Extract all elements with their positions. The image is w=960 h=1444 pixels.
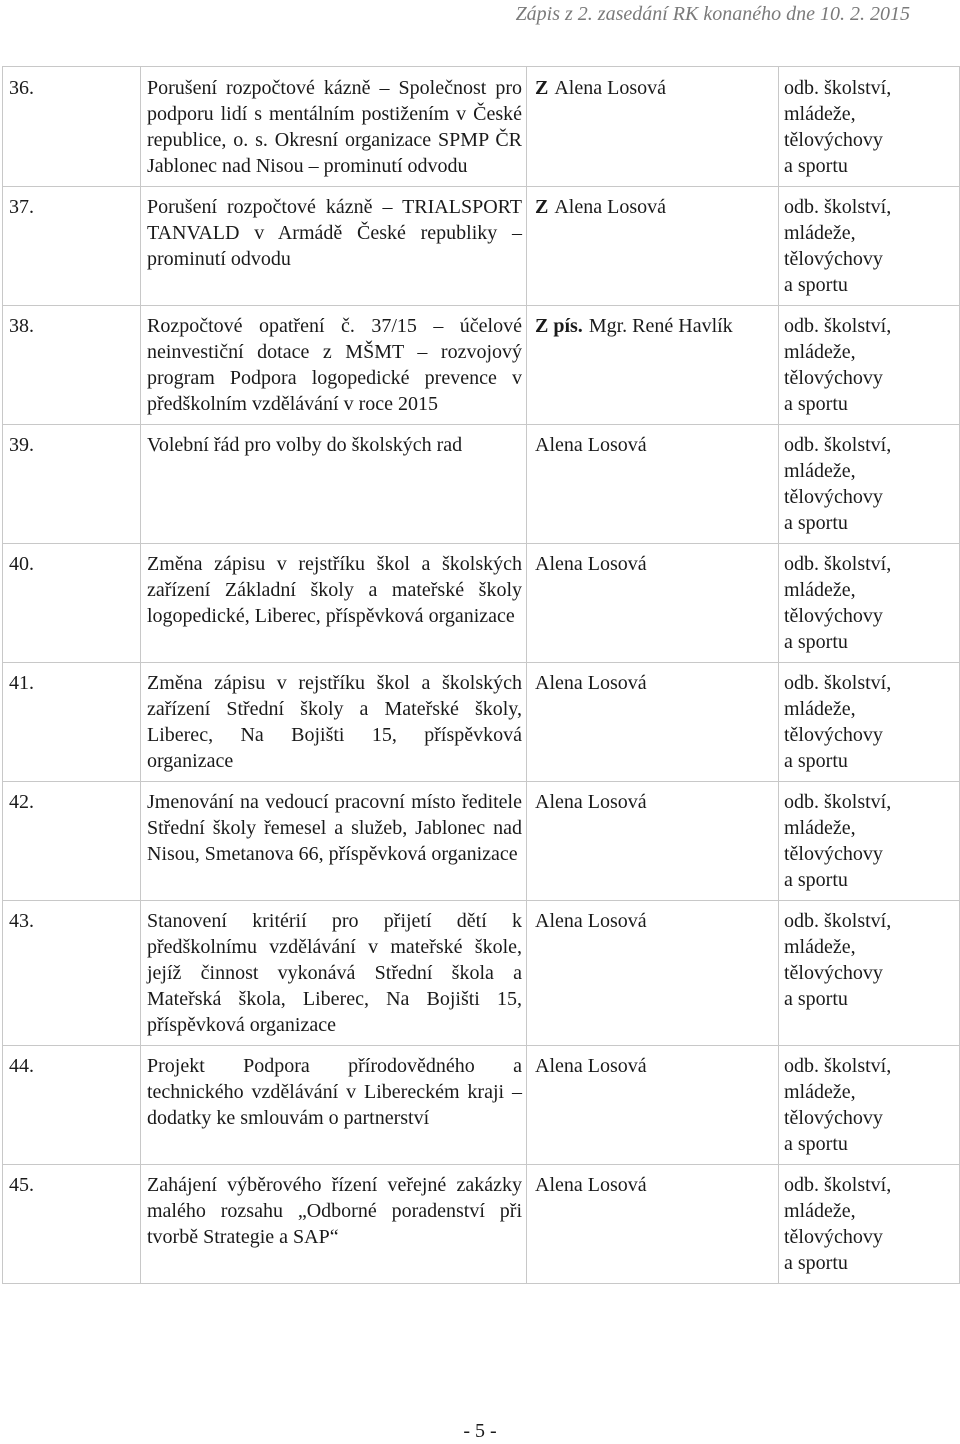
item-responsible [527,1046,779,1165]
department-line: odb. školství, [784,196,892,218]
department-line: a sportu [784,512,848,534]
department-line: odb. školství, [784,910,892,932]
table-row [3,782,960,901]
table-row [3,187,960,306]
department-line: mládeže, [784,698,856,720]
responsible-name: Alena Losová [535,1055,647,1077]
department-line: mládeže, [784,341,856,363]
item-title: Jmenování na vedoucí pracovní místo ředitele Střední školy řemesel a služeb, Jablonec nad Nisou, Smetanova 66, příspěvková organizace [141,782,527,901]
department-line: odb. školství, [784,1174,892,1196]
item-title: Projekt Podpora přírodovědného a technického vzdělávání v Libereckém kraji – dodatky ke smlouvám o partnerství [141,1046,527,1165]
department-line: mládeže, [784,936,856,958]
department-line: odb. školství, [784,1055,892,1077]
table-row [3,1046,960,1165]
responsible-name: Alena Losová [535,791,647,813]
department-line: tělovýchovy [784,1107,883,1129]
item-title: Zahájení výběrového řízení veřejné zakázky malého rozsahu „Odborné poradenství při tvorbě Strategie a SAP“ [141,1165,527,1284]
department-line: mládeže, [784,1200,856,1222]
department-line: mládeže, [784,460,856,482]
item-number: 36. [3,67,141,187]
department-line: a sportu [784,393,848,415]
item-title: Porušení rozpočtové kázně – Společnost pro podporu lidí s mentálním postižením v České republice, o. s. Okresní organizace SPMP ČR Jablonec nad Nisou – prominutí odvodu [141,67,527,187]
department-line: a sportu [784,988,848,1010]
department-line: a sportu [784,869,848,891]
department-line: odb. školství, [784,553,892,575]
item-title: Volební řád pro volby do školských rad [141,425,527,544]
item-responsible [527,663,779,782]
table-row [3,901,960,1046]
department-line: tělovýchovy [784,1226,883,1248]
procedure-mark: Z [535,196,549,218]
agenda-body [3,67,960,1284]
department-line: mládeže, [784,579,856,601]
item-department [779,1165,960,1284]
responsible-name: Alena Losová [535,910,647,932]
item-responsible [527,306,779,425]
responsible-name: Alena Losová [535,553,647,575]
item-responsible [527,782,779,901]
table-row [3,306,960,425]
department-line: tělovýchovy [784,605,883,627]
item-department [779,544,960,663]
table-row [3,425,960,544]
department-line: tělovýchovy [784,962,883,984]
department-line: a sportu [784,274,848,296]
department-line: a sportu [784,631,848,653]
department-line: tělovýchovy [784,843,883,865]
item-responsible [527,901,779,1046]
responsible-name: Alena Losová [535,434,647,456]
table-row [3,663,960,782]
page-header: Zápis z 2. zasedání RK konaného dne 10. 2. 2015 [515,3,910,25]
item-title: Porušení rozpočtové kázně – TRIALSPORT TANVALD v Armádě České republiky – prominutí odvodu [141,187,527,306]
department-line: odb. školství, [784,315,892,337]
responsible-name: Alena Losová [554,77,666,99]
item-title: Změna zápisu v rejstříku škol a školských zařízení Základní školy a mateřské školy logopedické, Liberec, příspěvková organizace [141,544,527,663]
item-department [779,1046,960,1165]
department-line: mládeže, [784,222,856,244]
item-title: Rozpočtové opatření č. 37/15 – účelové neinvestiční dotace z MŠMT – rozvojový program Podpora logopedické prevence v předškolním vzdělávání v roce 2015 [141,306,527,425]
responsible-name: Alena Losová [535,1174,647,1196]
responsible-name: Mgr. René Havlík [588,315,733,337]
item-number: 45. [3,1165,141,1284]
item-number: 37. [3,187,141,306]
item-responsible [527,425,779,544]
item-number: 39. [3,425,141,544]
table-row [3,67,960,187]
department-line: tělovýchovy [784,367,883,389]
department-line: tělovýchovy [784,129,883,151]
item-number: 44. [3,1046,141,1165]
department-line: a sportu [784,750,848,772]
item-responsible [527,67,779,187]
item-department [779,901,960,1046]
department-line: odb. školství, [784,77,892,99]
procedure-mark: Z pís. [535,315,583,337]
item-responsible [527,544,779,663]
responsible-name: Alena Losová [535,672,647,694]
item-title: Změna zápisu v rejstříku škol a školských zařízení Střední školy a Mateřské školy, Liberec, Na Bojišti 15, příspěvková organizace [141,663,527,782]
department-line: odb. školství, [784,434,892,456]
item-responsible [527,187,779,306]
agenda-table [2,66,960,1284]
item-number: 42. [3,782,141,901]
responsible-name: Alena Losová [554,196,666,218]
item-department [779,663,960,782]
item-title: Stanovení kritérií pro přijetí dětí k předškolnímu vzdělávání v mateřské škole, jejíž činnost vykonává Střední škola a Mateřská škola, Liberec, Na Bojišti 15, příspěvková organizace [141,901,527,1046]
department-line: odb. školství, [784,791,892,813]
item-responsible [527,1165,779,1284]
department-line: a sportu [784,1252,848,1274]
item-number: 38. [3,306,141,425]
department-line: mládeže, [784,817,856,839]
table-row [3,544,960,663]
department-line: tělovýchovy [784,486,883,508]
item-number: 41. [3,663,141,782]
department-line: a sportu [784,1133,848,1155]
page-number: - 5 - [463,1420,497,1442]
department-line: tělovýchovy [784,724,883,746]
procedure-mark: Z [535,77,549,99]
department-line: mládeže, [784,103,856,125]
table-row [3,1165,960,1284]
item-department [779,306,960,425]
department-line: mládeže, [784,1081,856,1103]
department-line: a sportu [784,155,848,177]
item-number: 43. [3,901,141,1046]
item-number: 40. [3,544,141,663]
item-department [779,425,960,544]
item-department [779,782,960,901]
item-department [779,187,960,306]
item-department [779,67,960,187]
department-line: odb. školství, [784,672,892,694]
department-line: tělovýchovy [784,248,883,270]
